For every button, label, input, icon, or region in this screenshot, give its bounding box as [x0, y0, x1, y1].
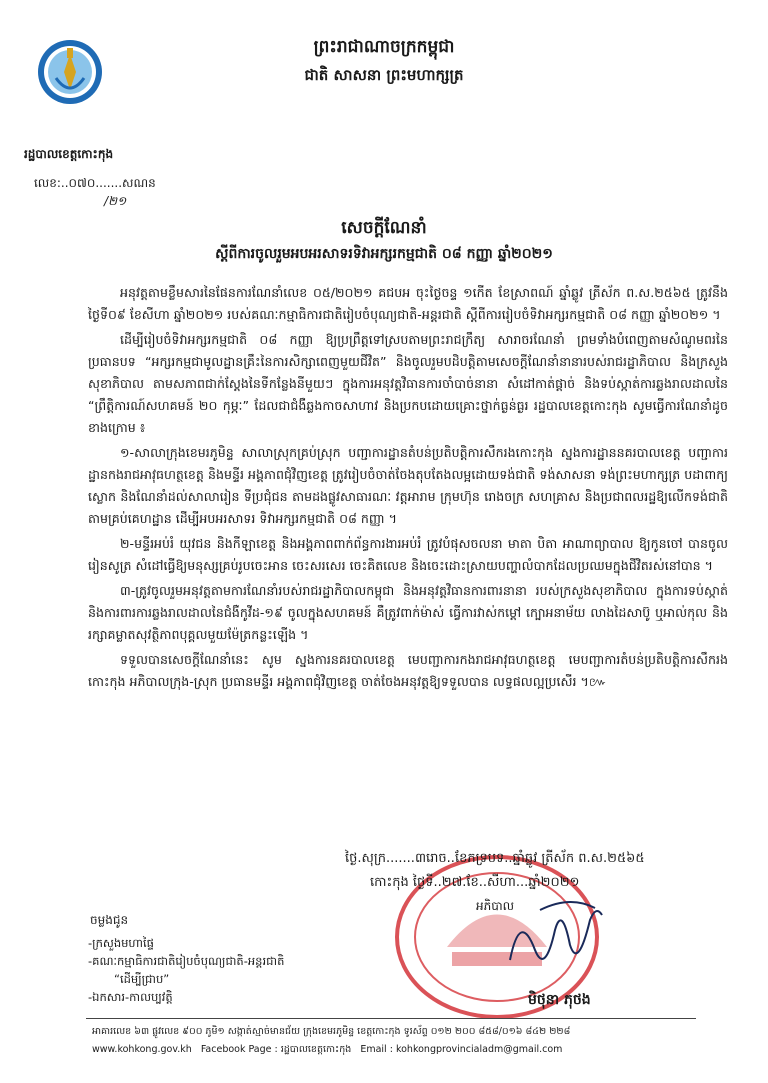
- cc-item: “ដើម្បីជ្រាប”: [114, 972, 170, 986]
- facebook-link[interactable]: រដ្ឋបាលខេត្តកោះកុង: [280, 1044, 352, 1055]
- provincial-logo-icon: [34, 28, 106, 138]
- reference-suffix: /២១: [104, 194, 127, 208]
- reference-number: លេខ:..០៧០.......សណន: [34, 176, 156, 190]
- lunar-date: ថ្ងៃ.សុក្រ.......៣រោច..ខែភទ្របទ..ឆ្នាំឆ្លូវ ត្រីស័ក ព.ស.២៥៦៥: [345, 851, 645, 866]
- footer-divider: [86, 1018, 696, 1019]
- document-body: [88, 282, 728, 696]
- issuing-office: រដ្ឋបាលខេត្តកោះកុង: [24, 147, 114, 161]
- cc-item: -ក្រសួងមហាផ្ទៃ: [88, 936, 154, 950]
- solar-date: កោះកុង ថ្ងៃទី..២៧.ខែ..សីហា...ឆ្នាំ២០២១: [370, 875, 580, 890]
- cc-item: -ឯកសារ-កាលប្បវត្តិ: [88, 990, 173, 1004]
- signer-role: អភិបាល: [476, 899, 515, 913]
- paragraph-closing: ទទួលបានសេចក្តីណែនាំនេះ សូម ស្នងការនគរបាលខេត្ត មេបញ្ជាការកងរាជអាវុធហត្ថខេត្ត មេបញ្ជាការតំបន់ប្រតិបត្តិការសឹករងកោះកុង អភិបាលក្រុង-ស្រុក ប្រធានមន្ទីរ អង្គភាពជុំវិញខេត្ត ចាត់ចែងអនុវត្តឱ្យទទួលបាន លទ្ធផលល្អប្រសើរ ។៚: [88, 652, 728, 689]
- cc-list: [88, 934, 284, 1006]
- paragraph-purpose: ដើម្បីរៀបចំទិវាអក្សរកម្មជាតិ ០៨ កញ្ញា ឱ្យប្រព្រឹត្តទៅស្របតាមព្រះរាជក្រឹត្យ សារាចរណែនាំ ព្រមទាំងបំពេញតាមសំណូមពរនៃប្រធានបទ “អក្សរកម្មជាមូលដ្ឋានគ្រឹះនៃការសិក្សាពេញមួយជីវិត” និងចូលរួមបដិបត្តិតាមសេចក្តីណែនាំនានារបស់រាជរដ្ឋាភិបាល និងក្រសួងសុខាភិបាល តាមសភាពជាក់ស្តែងនៃទីកន្លែងនីមួយៗ ក្នុងការអនុវត្តវិធានការចាំបាច់នានា សំដៅកាត់ផ្តាច់ និងទប់ស្កាត់ការឆ្លងរាលដាលនៃ “ព្រឹត្តិការណ៍សហគមន៍ ២០ កុម្ភៈ” ដែលជាជំងឺឆ្លងកាចសាហាវ និងប្រកបដោយគ្រោះថ្នាក់ធ្ងន់ធ្ងរ រដ្ឋបាលខេត្តកោះកុង សូមធ្វើការណែនាំដូចខាងក្រោម ៖: [88, 332, 728, 435]
- website-link[interactable]: www.kohkong.gov.kh: [92, 1044, 192, 1055]
- document-subtitle: ស្តីពីការចូលរួមអបអរសាទរទិវាអក្សរកម្មជាតិ ០៨ កញ្ញា ឆ្នាំ២០២១: [215, 246, 553, 262]
- paragraph-item-1: ១-សាលាក្រុងខេមរភូមិន្ទ សាលាស្រុកគ្រប់ស្រុក បញ្ជាការដ្ឋានតំបន់ប្រតិបត្តិការសឹករងកោះកុង ស្នងការដ្ឋាននគរបាលខេត្ត បញ្ជាការដ្ឋានកងរាជអាវុធហត្ថខេត្ត និងមន្ទីរ អង្គភាពជុំវិញខេត្ត ត្រូវរៀបចំចាត់ចែងតុបតែងលម្អដោយទង់ជាតិ ទង់សាសនា ទង់ព្រះមហាក្សត្រ បដាពាក្យស្លោក និងណែនាំដល់សាលារៀន ទីប្រជុំជន តាមដងផ្លូវសាធារណៈ វត្តអារាម ក្រុមហ៊ុន រោងចក្រ សហគ្រាស និងប្រជាពលរដ្ឋឱ្យលើកទង់ជាតិតាមគ្រប់គេហដ្ឋាន ដើម្បីអបអរសាទរ ទិវាអក្សរកម្មជាតិ ០៨ កញ្ញា ។: [88, 445, 728, 526]
- facebook-label: Facebook Page :: [200, 1044, 278, 1055]
- national-motto: ជាតិ សាសនា ព្រះមហាក្សត្រ: [304, 66, 464, 84]
- document-title: សេចក្តីណែនាំ: [341, 218, 427, 238]
- email-label: Email :: [360, 1044, 393, 1055]
- paragraph-item-2: ២-មន្ទីរអប់រំ យុវជន និងកីឡាខេត្ត និងអង្គភាពពាក់ព័ន្ធការងារអប់រំ ត្រូវបំផុសចលនា មាតា បិតា អាណាព្យាបាល ឱ្យកូនចៅ បានចូលរៀនសូត្រ សំដៅធ្វើឱ្យមនុស្សគ្រប់រូបចេះអាន ចេះសរសេរ ចេះគិតលេខ និងចេះដោះស្រាយបញ្ហាលំបាកដែលប្រឈមក្នុងជីវិតរស់នៅបាន ។: [88, 536, 728, 573]
- kingdom-header: ព្រះរាជាណាចក្រកម្ពុជា: [313, 37, 455, 57]
- footer-address: អាគារលេខ ៦៣ ផ្លូវលេខ ៩០០ ភូមិ១ សង្កាត់ស្មាច់មានជ័យ ក្រុងខេមរភូមិន្ទ ខេត្តកោះកុង ទូរស័ព្ទ ០១២ ២០០ ៨៥៨/០១៦ ៨៤២ ២២៨: [92, 1026, 571, 1037]
- paragraph-intro: អនុវត្តតាមខ្លឹមសារនៃផែនការណែនាំលេខ ០៥/២០២១ គជបអ ចុះថ្ងៃចន្ទ ១កើត ខែស្រាពណ៍ ឆ្នាំឆ្លូវ ត្រីស័ក ព.ស.២៥៦៥ ត្រូវនឹងថ្ងៃទី០៩ ខែសីហា ឆ្នាំ២០២១ របស់គណៈកម្មាធិការជាតិរៀបចំបុណ្យជាតិ-អន្តរជាតិ ស្តីពីការរៀបចំទិវាអក្សរកម្មជាតិ ០៨ កញ្ញា ឆ្នាំ២០២១ ។: [88, 285, 728, 322]
- cc-heading: ចម្លងជូន: [90, 913, 129, 927]
- email-link[interactable]: kohkongprovincialadm@gmail.com: [395, 1044, 563, 1055]
- cc-item: -គណៈកម្មាធិការជាតិរៀបចំបុណ្យជាតិ-អន្តរជាតិ: [88, 954, 285, 968]
- footer-contacts: [92, 1043, 702, 1057]
- paragraph-item-3: ៣-ត្រូវចូលរួមអនុវត្តតាមការណែនាំរបស់រាជរដ្ឋាភិបាលកម្ពុជា និងអនុវត្តវិធានការពារនានា របស់ក្រសួងសុខាភិបាល ក្នុងការទប់ស្កាត់ និងការពារការឆ្លងរាលដាលនៃជំងឺកូវីដ-១៩ ចូលក្នុងសហគមន៍ គឺត្រូវពាក់ម៉ាស់ ធ្វើការវាស់កម្តៅ ក្បោអនាម័យ លាងដៃសាប៊ូ ឬអាល់កុល និងរក្សាគម្លាតសុវត្ថិភាពបុគ្គលមួយម៉ែត្រកន្លះឡើង ។: [88, 583, 728, 642]
- signer-name: មិថុនា ភុថង: [528, 992, 591, 1008]
- handwritten-signature-icon: [500, 890, 610, 980]
